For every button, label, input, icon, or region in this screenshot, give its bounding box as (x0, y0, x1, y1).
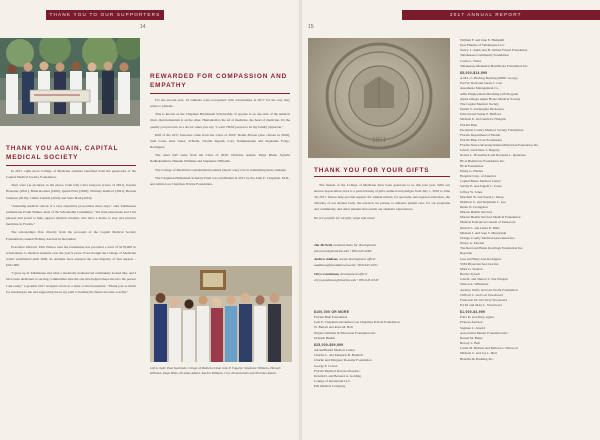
donor-name: Tallahassee Community Foundation (460, 53, 509, 58)
article-paragraph: The scholarships flow directly from the proceeds of the Capital Medical Society Foundation's annual Holiday Auction in December. (6, 230, 136, 241)
donor-name: Robert L. Hosselbach and Roxanna L. Quinones (460, 153, 526, 158)
section-title-gifts: THANK YOU FOR YOUR GIFTS (314, 167, 430, 174)
donor-name: Orange County Medical Association Inc. (460, 235, 516, 240)
section-rule (150, 93, 290, 94)
donor-name: SSM Physician Services Inc. (460, 261, 500, 266)
donor-name: Frances Alexson (460, 320, 483, 325)
donor-name: Capital Better Medical Center (460, 179, 501, 184)
donor-name: Jose and Betty Ann Rodriguez (460, 256, 502, 261)
donor-name: Benefits & Planning Inc. (460, 356, 494, 361)
article-paragraph: They were (as pictured, in the photo, from left) Ciara Grayson (Class of 2021), Kaylee Hostetter (2021), Brian Rosales (2020), Quinn Frier (2020), Whitney Radford (2021), Brenna Jameson (2019), Caitlin Lamble (2019) and Saira Badi (2019). (6, 183, 136, 200)
donor-name: Sharon A. Wilkinson (460, 282, 489, 287)
article-paragraph: The Chapman Humanism Scholars Fund was established in 2015 by the John E. Chapman, M.D., and Amira Lou Chapman Private Foundation. (150, 175, 290, 187)
donor-name: The Capital Medical Society (460, 101, 499, 106)
gifts-paragraph: The friends of the College of Medicine have been generous to us this past year. With our sincere appreciation, here is a partial listing of gifts realized and pledges from July 1, 2016 to June 30, 2017. Donor help provide support for student tuition, for specialty and regional education, the diversity of our student body, the research we pursue, to enhance patient care, for our programs and community, and other pursuits that enrich our students' experiences. (314, 183, 450, 212)
donor-tier-heading: $5,000-$24,999 (460, 70, 488, 75)
article-paragraph: Executive Director Pam Wilson said the foundation has provided a total of $170,000 in scholarships to medical students over the past 9 years. Even though the College of Medicine wasn't established until 2000, its students have enjoyed the vast majority of that support - $161,000. (6, 244, 136, 268)
gifts-intro (314, 182, 450, 223)
donor-name: Marion Health Services Medical Foundation (460, 215, 521, 220)
donor-name: Michael C. and Joy L. Bell (460, 351, 497, 356)
donor-name: Escambia County Medical Society Foundation (460, 127, 524, 132)
donor-name: William F. and Jane E. Hemphill (460, 38, 505, 42)
section-title-compassion-empathy: REWARDED FOR COMPASSION AND EMPATHY (150, 73, 288, 89)
donor-name: Nancy G. Paschal (460, 241, 485, 246)
fsu-seal-photo (308, 38, 450, 158)
article-paragraph: In 2017, eight more College of Medicine students benefited from the generosity of the Capital Medical Society Foundation. (6, 169, 136, 180)
donor-name: Epic Pharma of Tallahassee LLC (460, 43, 505, 48)
left-header-bar: THANK YOU TO OUR SUPPORTERS (46, 10, 164, 20)
donor-name: Earl W. Raid and Sarah J. Cola (460, 81, 502, 86)
donor-tier-heading: $1,000-$4,999 (460, 310, 486, 315)
contact-details[interactable]: jim.mcneill@med.fsu.edu • 850-645-9289 (314, 249, 372, 254)
donor-name: Kristin D. and Bernard A. Golding (314, 373, 361, 378)
article-paragraph: "Attending medical school is a very expensive proposition these days," said Tallahassee pediatrician Frank Walker, head of the Scholarship Committee. "We fund physicians and I am pleased and proud to help support medical students who have a desire to stay and practice medicine in Florida." (6, 203, 136, 227)
donor-name: The Reid and Helen Rawlings Foundation Inc. (460, 246, 524, 251)
section-rule (6, 165, 136, 166)
article-paragraph: This is known as the Chapman Humanism Scholarship. If anyone is on one side of the medical chart, then humanism is on the other. Humanism is the art of medicine, the heart of medicine. It's the quality you perceive in a doctor when you say, "I want THAT person to be my family physician." (150, 112, 290, 129)
donor-name: Jack E. Chapman and Amira Lou Chapman Private Foundation (314, 320, 400, 325)
group-photo-caption: Left to right: Paul Kaminski, College of Medicine Dean John P. Fogarty; Stephanie Williams, Hannah Williams, Paige Blum, Nicholas Adams, Karina Williams, Cory Nommensohn and Nicholas Adams. (150, 366, 281, 376)
donor-name: Jeffrey W. Jones (460, 189, 483, 194)
donor-tier-heading: $100,000 OR MORE (314, 310, 350, 314)
donor-name: Felix R. and Mary Agner (460, 315, 494, 320)
donor-name: Michael E. and Linda D. Hodgins (460, 117, 506, 122)
donor-name: HCA Healthcare Foundation Inc. (460, 158, 505, 163)
donor-name: Russel M. Baker (460, 335, 483, 340)
contact-name: Jim McNeill, (314, 243, 333, 247)
donor-name: Helen N. Livingston (460, 205, 488, 209)
donor-name: Steven E. and Angela C. Jones (460, 184, 502, 189)
donor-name: Hospital Corp. of America (460, 174, 496, 179)
donor-name: Association Dinner Foundation Inc. (460, 330, 509, 335)
contact-entry (314, 242, 450, 254)
donor-name: Florida Medical Practice Plan Inc. (314, 368, 361, 373)
contact-role: development officer (340, 271, 368, 276)
donor-name: Naples Children & Education Foundation Inc. (314, 330, 377, 335)
donor-tier-heading: $25,000-$99,999 (314, 342, 344, 347)
article-paragraph: The College of Medicine's standardized patients played a key role in nominating these students. (155, 167, 287, 172)
article-paragraph: "I grew up in Tallahassee and what a medically underserved community looked like, and I have been dedicated to serving communities like the one that helped shape me into the person I am today," a grateful 2017 recipient wrote in a letter to the foundation. "Thank you so much for investing in me and supporting me in my path to healing the future become a reality." (6, 271, 136, 294)
development-contacts (314, 242, 450, 285)
donor-name: Nancy L. Keith and H. Gilbert Friend Foundation (460, 48, 528, 53)
donor-name: Daniel V. and Regina Dickerson (460, 107, 504, 112)
donor-name: Florida State University Retired Physician Federation Inc. (460, 143, 539, 148)
donor-name: Barcay L. Bell (460, 341, 480, 346)
donor-name: Leslie M. Beitsch and Barbara J. Witwood (460, 346, 518, 351)
right-page (302, 0, 600, 440)
donor-name: John F. and Diane T. Hagarty (460, 148, 500, 153)
donor-name: Charles L. and Margaret B. Bunnell (314, 353, 363, 358)
contact-name: Andrew Addison, (314, 257, 339, 262)
contact-name: Chrys Goodsman, (314, 271, 340, 276)
donor-name: Florida Blue Cross Foundation (460, 137, 502, 142)
donor-name: Stephen L. Arnold (460, 325, 485, 330)
right-header-bar: 2017 ANNUAL REPORT (402, 10, 600, 20)
donor-name: Alpha Omega Alpha Honor Medical Society (460, 96, 521, 101)
donor-name: Florida Blue Foundation (314, 315, 348, 320)
gifts-paragraph: We are grateful for all gifts, large and small. (314, 215, 376, 220)
article-paragraph: The other half came from the Class of 2020: Nicholas Adams, Paige Blum, Sydelle Radhakrishnan, Hannah Williams and Stephanie Williams. (150, 153, 290, 164)
donor-name: Florida Blue (460, 122, 478, 127)
contact-entry (314, 271, 450, 283)
section-rule (314, 176, 450, 177)
donor-name: Edward and Susan E. Hufford (460, 112, 501, 117)
donor-name: Tallahassee Memorial HealthCare Foundation Inc. (460, 63, 529, 68)
contact-entry (314, 256, 450, 268)
section-title-capital-medical-society: THANK YOU AGAIN, CAPITAL MEDICAL SOCIETY (6, 145, 119, 161)
donor-name: Carrie L. Weiss (460, 58, 482, 63)
donor-name: Pell Medical Company (314, 384, 346, 389)
left-page (0, 0, 299, 440)
donor-name: John R. and Sharon V. Van Wingen (460, 277, 508, 282)
donor-column-left (314, 308, 450, 389)
donor-name: Darrell L. and Linda R. Mize (460, 225, 500, 230)
donor-name: ABG Employment Matching Gift Program (460, 91, 519, 96)
donor-name: A.M.L.C. Hedwig Dearing (MMC Group) (460, 76, 518, 81)
donor-name: Marshall W. and Susan C. Knap (460, 194, 504, 199)
donor-name: Florida Department of Health (460, 132, 501, 137)
student-group-photo (0, 38, 140, 126)
right-page-number: 15 (308, 24, 314, 30)
donor-name: Mark G. Stanton (460, 266, 483, 271)
contact-details[interactable]: chrys.goodsman@med.fsu.edu • 850-645-9343 (314, 277, 379, 282)
donor-name: Charlie and Margaret Roessler Foundation (314, 358, 372, 363)
donor-name: Anesthesia Management Co. (460, 86, 500, 91)
article-paragraph: Half of the 2017 honorees came from the Class of 2019: Shalin Bowen (also chosen in 2016), Sam Cook, Alex Jones, Ja'Nelle, Charlie Ingram, Cory Nommensohn and Stephanie Foley-Rodriguez. (150, 132, 290, 150)
donor-name: Medical Education Council of Pensacola (460, 220, 516, 225)
donor-column-right (460, 38, 596, 362)
left-page-number: 14 (140, 24, 146, 30)
contact-role: senior development officer (339, 257, 376, 262)
capital-medical-society-article (6, 168, 136, 297)
svg-text:1851: 1851 (372, 136, 386, 144)
donor-name: Clifford C. and Lori Woodward (460, 292, 503, 297)
donor-name: Orlando Health (314, 335, 335, 340)
donor-name: HCR Foundation (460, 163, 484, 168)
humanism-article (150, 97, 290, 189)
donor-name: W. Barrett and Rosa M. Hall (314, 325, 353, 330)
donor-name: Rayonier (460, 251, 473, 256)
donor-name: Matthew C. and Stephanie L. Lee (460, 199, 506, 204)
contact-role: assistant dean for development (333, 243, 377, 247)
donor-name: Frederick M. and Terry Woodward (460, 297, 508, 302)
donor-name: Michael J. and Joan S. Muszynski (460, 230, 507, 235)
donor-name: George F. Colton (314, 363, 338, 368)
contact-details[interactable]: aaddison@foundation.fsu.edu • 850-645-9251 (314, 263, 378, 268)
humanism-scholars-photo (150, 266, 292, 362)
donor-name: Lounge of Restaurant LLC (314, 379, 351, 384)
donor-name: Harriet Tyrrell (460, 272, 480, 277)
article-paragraph: For the second year, 10 students were recognized with scholarships in 2017 for the way they relate to patients. (150, 98, 290, 109)
donor-name: Emily G. Hardin (460, 168, 483, 173)
donor-name: Marion Health Services (460, 210, 493, 215)
donor-name: AdventHealth Medical Center (314, 348, 355, 353)
donor-name: Andrew Wolfe and Lisa Wolfe Foundation (460, 287, 518, 292)
donor-name: Ed M. and Mary L. Woodward (460, 302, 502, 307)
